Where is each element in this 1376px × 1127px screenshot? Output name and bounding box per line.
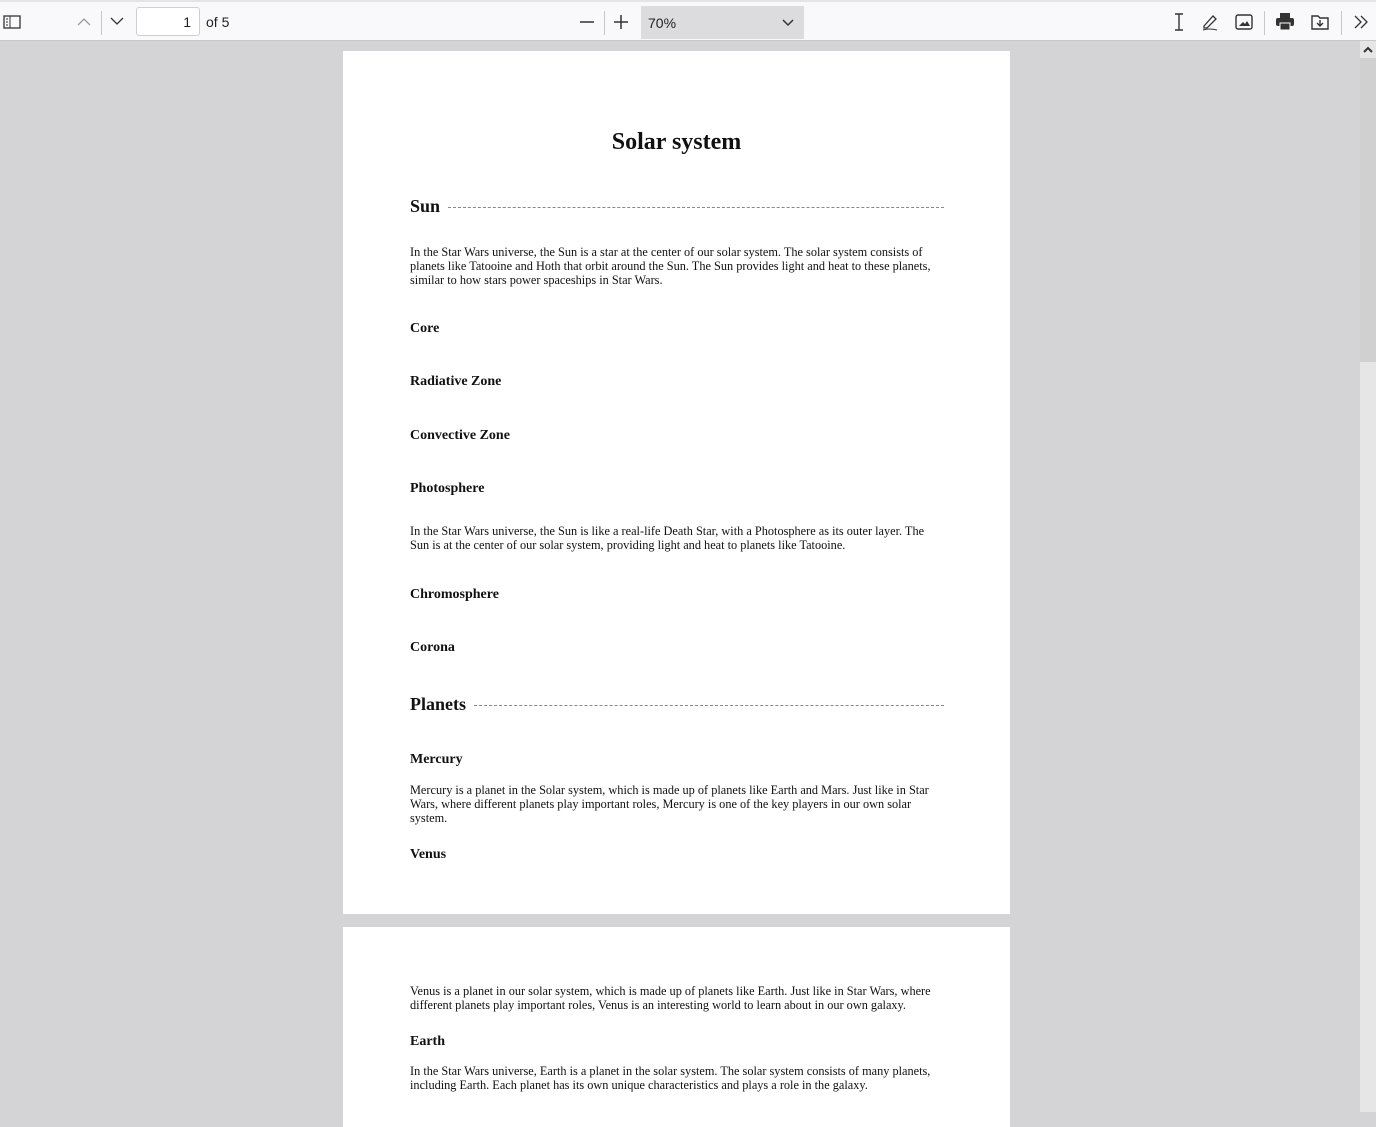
next-page-chevron-down-icon[interactable] <box>105 2 129 41</box>
heading-text: Planets <box>410 694 466 714</box>
dashed-divider <box>448 207 944 208</box>
chevron-down-icon <box>782 14 794 30</box>
pdf-page-1 <box>343 51 1010 914</box>
zoom-in-plus-icon[interactable] <box>610 2 632 41</box>
paragraph: In the Star Wars universe, Earth is a planet in the solar system. The solar system consists of many planets, including Earth. Each planet has its own unique characteristics and plays a role in the galaxy. <box>410 1064 931 1092</box>
page-number-input[interactable]: 1 <box>136 7 200 36</box>
pdf-page-2 <box>343 927 1010 1127</box>
heading-venus: Venus <box>410 847 447 862</box>
paragraph: Mercury is a planet in the Solar system, which is made up of planets like Earth and Mars. Just like in Star Wars, where different planets play important roles, Mercury is one of the key players in our own solar system. <box>410 783 929 825</box>
heading-sun <box>410 196 944 217</box>
sidebar-toggle-icon[interactable] <box>0 2 24 41</box>
heading-text: Sun <box>410 196 441 216</box>
save-download-icon[interactable] <box>1308 2 1332 41</box>
heading-convective-zone: Convective Zone <box>410 428 510 443</box>
zoom-level-value: 70% <box>648 15 677 31</box>
heading-radiative-zone: Radiative Zone <box>410 374 502 389</box>
draw-pen-icon[interactable] <box>1198 2 1222 41</box>
text-select-cursor-icon[interactable] <box>1168 2 1190 41</box>
heading-earth: Earth <box>410 1034 445 1049</box>
paragraph: Venus is a planet in our solar system, which is made up of planets like Earth. Just like in Star Wars, where different planets play important roles, Venus is an interesting world to learn about in our own galaxy. <box>410 984 931 1012</box>
zoom-level-select[interactable] <box>641 6 804 39</box>
heading-photosphere: Photosphere <box>410 481 485 496</box>
add-image-icon[interactable] <box>1232 2 1256 41</box>
heading-planets <box>410 694 944 715</box>
zoom-out-minus-icon[interactable] <box>576 2 598 41</box>
scrollbar-thumb[interactable] <box>1360 58 1376 362</box>
pdf-toolbar <box>0 0 1376 41</box>
heading-mercury: Mercury <box>410 752 463 767</box>
dashed-divider <box>474 705 944 706</box>
heading-core: Core <box>410 321 440 336</box>
paragraph: In the Star Wars universe, the Sun is a star at the center of our solar system. The solar system consists of planets like Tatooine and Hoth that orbit around the Sun. The Sun provides light and heat to these planets, similar to how stars power spaceships in Star Wars. <box>410 245 931 287</box>
previous-page-chevron-up-icon[interactable] <box>72 2 96 41</box>
paragraph: In the Star Wars universe, the Sun is like a real-life Death Star, with a Photosphere as its outer layer. The Sun is at the center of our solar system, providing light and heat to planets like Tatooine. <box>410 524 925 552</box>
heading-corona: Corona <box>410 640 455 655</box>
document-title: Solar system <box>611 129 742 155</box>
heading-chromosphere: Chromosphere <box>410 587 499 602</box>
print-icon[interactable] <box>1273 2 1297 41</box>
scroll-up-arrow-icon[interactable] <box>1360 41 1376 57</box>
more-tools-chevrons-icon[interactable] <box>1350 2 1372 41</box>
page-total-label: of 5 <box>206 14 230 30</box>
